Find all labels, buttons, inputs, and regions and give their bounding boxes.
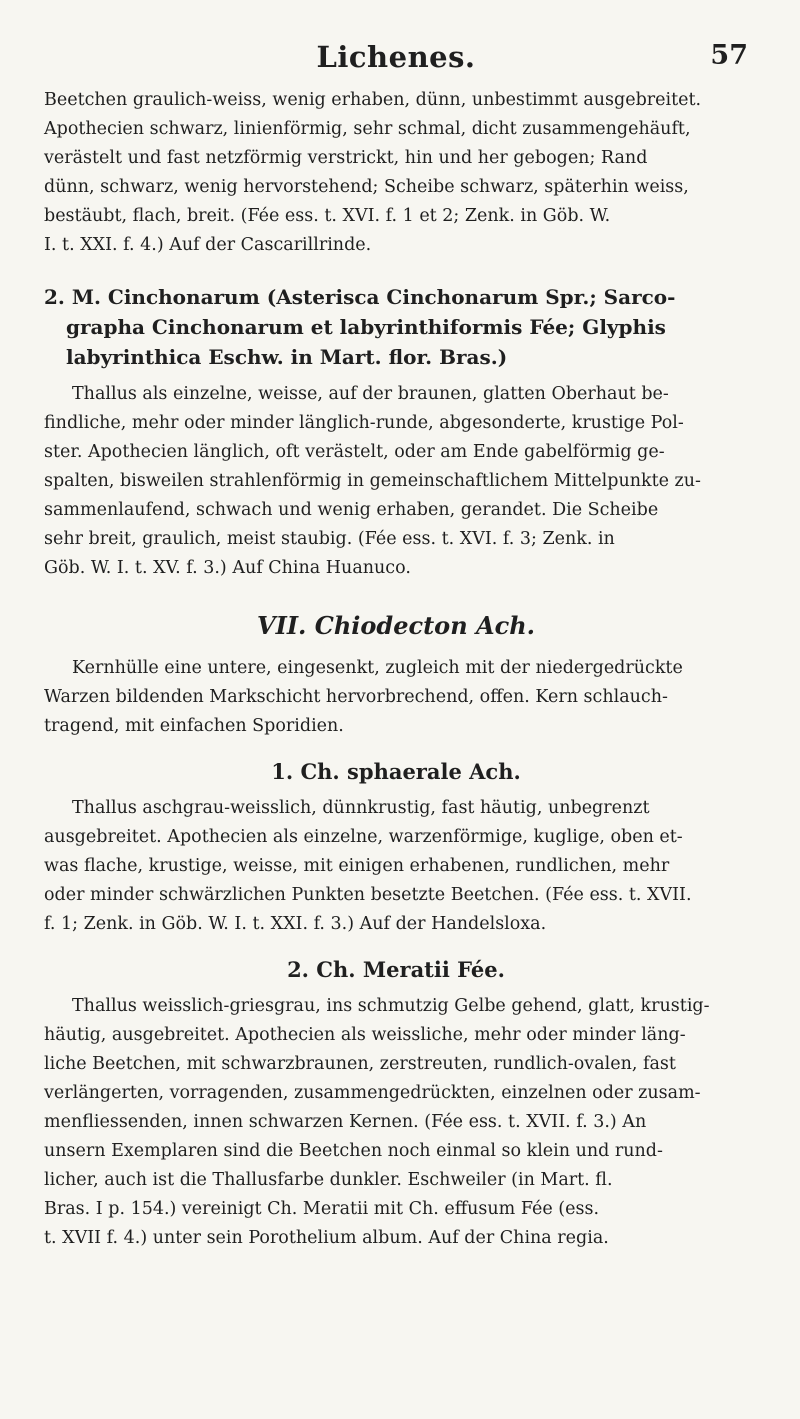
text-line: häutig, ausgebreitet. Apothecien als weissliche, mehr oder minder läng- — [44, 1025, 686, 1045]
genus-heading: VII. Chiodecton Ach. — [256, 611, 536, 640]
text-line: oder minder schwärzlichen Punkten besetzte Beetchen. (Fée ess. t. XVII. — [44, 885, 692, 905]
text-line: Beetchen graulich-weiss, wenig erhaben, dünn, unbestimmt ausgebreitet. — [44, 90, 702, 110]
text-line: tragend, mit einfachen Sporidien. — [44, 716, 344, 736]
text-line: verlängerten, vorragenden, zusammengedrückten, einzelnen oder zusam- — [44, 1083, 701, 1103]
heading-line: grapha Cinchonarum et labyrinthiformis Fée; Glyphis — [66, 315, 666, 339]
text-line: unsern Exemplaren sind die Beetchen noch einmal so klein und rund- — [44, 1141, 663, 1161]
text-line: Kernhülle eine untere, eingesenkt, zugleich mit der niedergedrückte — [72, 658, 683, 678]
text-line: Apothecien schwarz, linienförmig, sehr schmal, dicht zusammengehäuft, — [44, 119, 691, 139]
text-line: ster. Apothecien länglich, oft verästelt, oder am Ende gabelförmig ge- — [44, 442, 665, 462]
page-header — [44, 0, 748, 84]
text-line: licher, auch ist die Thallusfarbe dunkler. Eschweiler (in Mart. fl. — [44, 1170, 613, 1190]
heading-line: labyrinthica Eschw. in Mart. flor. Bras.) — [66, 345, 508, 369]
text-line: sammenlaufend, schwach und wenig erhaben, gerandet. Die Scheibe — [44, 500, 659, 520]
text-line: f. 1; Zenk. in Göb. W. I. t. XXI. f. 3.) Auf der Handelsloxa. — [44, 914, 547, 934]
text-line: ausgebreitet. Apothecien als einzelne, warzenförmige, kuglige, oben et- — [44, 827, 683, 847]
heading-line: 2. M. Cinchonarum (Asterisca Cinchonarum Spr.; Sarco- — [44, 285, 676, 309]
text-line: I. t. XXI. f. 4.) Auf der Cascarillrinde. — [44, 235, 372, 255]
text-line: was flache, krustige, weisse, mit einigen erhabenen, rundlichen, mehr — [44, 856, 670, 876]
text-line: Warzen bildenden Markschicht hervorbrechend, offen. Kern schlauch- — [44, 687, 668, 707]
text-line: t. XVII f. 4.) unter sein Porothelium album. Auf der China regia. — [44, 1228, 609, 1248]
species2-description — [44, 380, 748, 583]
species-description — [44, 794, 748, 939]
page-number: 57 — [710, 40, 748, 71]
species-description — [44, 992, 748, 1253]
text-line: Thallus weisslich-griesgrau, ins schmutzig Gelbe gehend, glatt, krustig- — [72, 996, 710, 1016]
text-line: Thallus als einzelne, weisse, auf der braunen, glatten Oberhaut be- — [72, 384, 669, 404]
genus-description — [44, 654, 748, 741]
text-line: bestäubt, flach, breit. (Fée ess. t. XVI. f. 1 et 2; Zenk. in Göb. W. — [44, 206, 611, 226]
text-line: liche Beetchen, mit schwarzbraunen, zerstreuten, rundlich-ovalen, fast — [44, 1054, 676, 1074]
species-heading — [44, 282, 748, 372]
text-line: spalten, bisweilen strahlenförmig in gemeinschaftlichem Mittelpunkte zu- — [44, 471, 701, 491]
species-heading: 2. Ch. Meratii Fée. — [287, 957, 505, 982]
text-line: verästelt und fast netzförmig verstrickt, hin und her gebogen; Rand — [44, 148, 648, 168]
running-head: Lichenes. — [316, 40, 476, 74]
text-line: menfliessenden, innen schwarzen Kernen. (Fée ess. t. XVII. f. 3.) An — [44, 1112, 647, 1132]
text-line: sehr breit, graulich, meist staubig. (Fée ess. t. XVI. f. 3; Zenk. in — [44, 529, 615, 549]
text-line: findliche, mehr oder minder länglich-runde, abgesonderte, krustige Pol- — [44, 413, 684, 433]
text-line: Bras. I p. 154.) vereinigt Ch. Meratii mit Ch. effusum Fée (ess. — [44, 1199, 600, 1219]
species1-continuation — [44, 86, 748, 260]
text-line: Thallus aschgrau-weisslich, dünnkrustig, fast häutig, unbegrenzt — [72, 798, 650, 818]
species-heading: 1. Ch. sphaerale Ach. — [271, 759, 521, 784]
text-line: Göb. W. I. t. XV. f. 3.) Auf China Huanuco. — [44, 558, 411, 578]
text-line: dünn, schwarz, wenig hervorstehend; Scheibe schwarz, späterhin weiss, — [44, 177, 689, 197]
